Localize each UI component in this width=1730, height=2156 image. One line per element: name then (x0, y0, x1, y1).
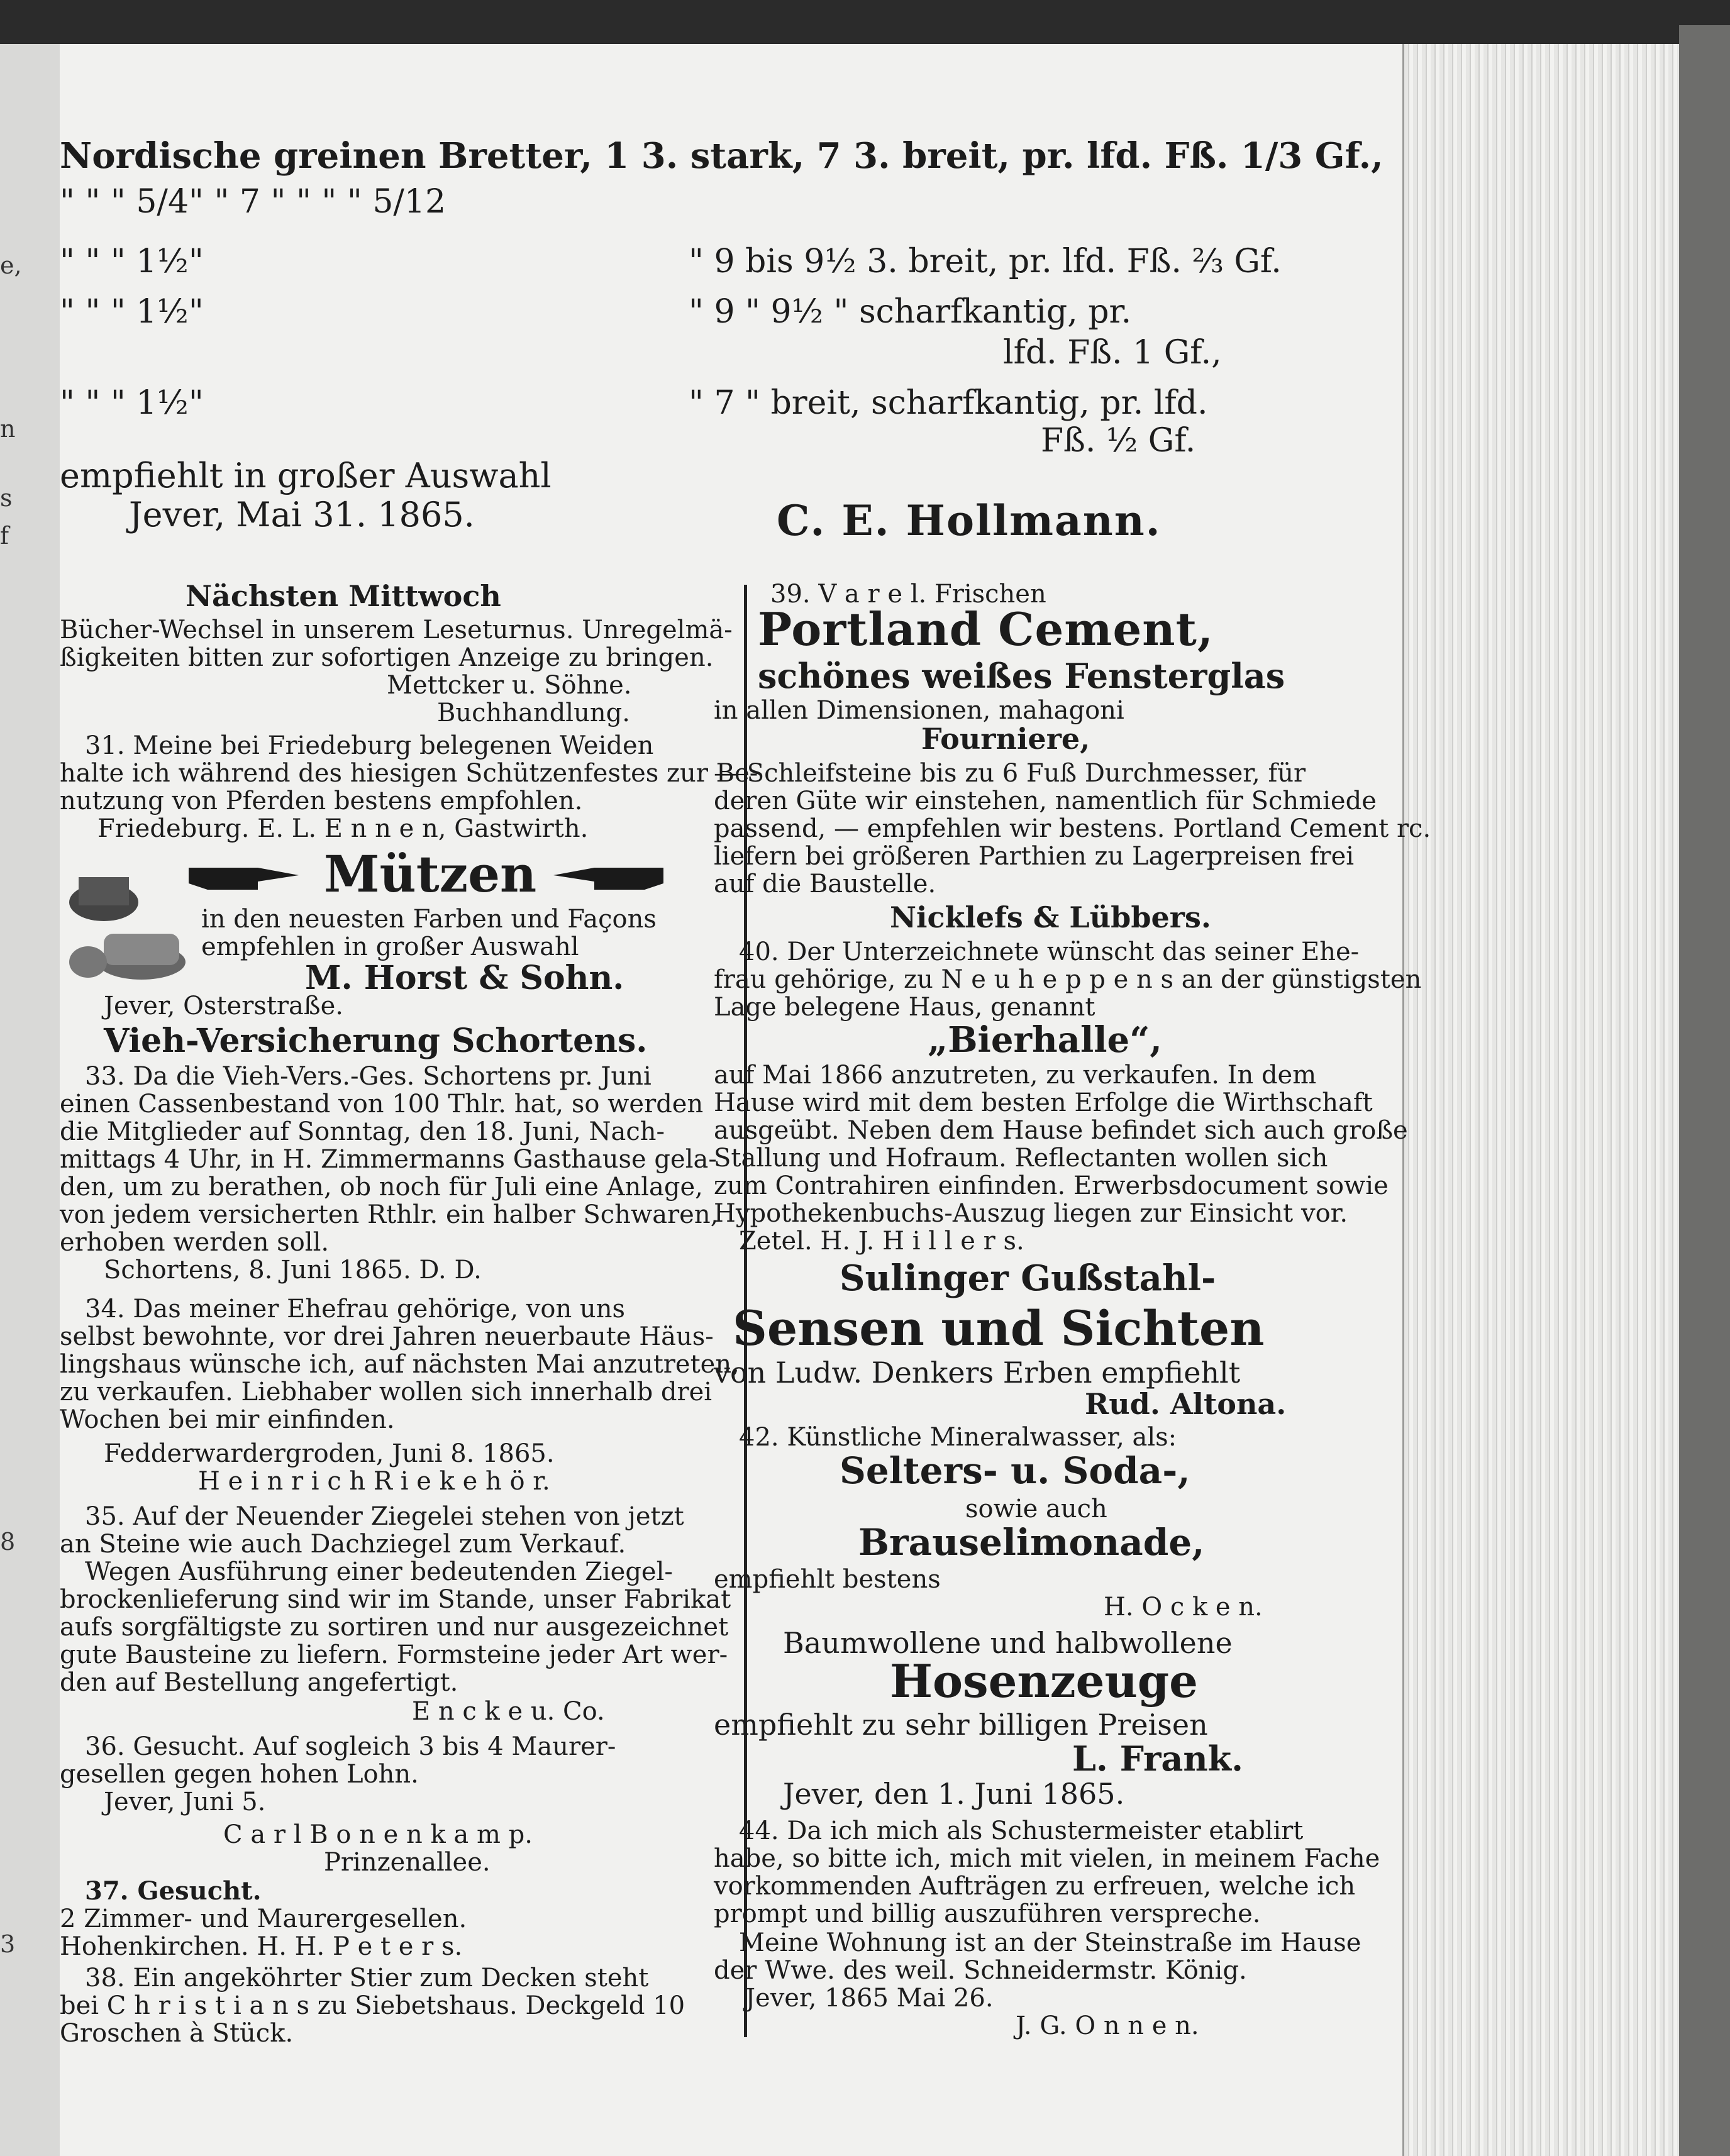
ad34-line-5: Wochen bei mir einfinden. (60, 1405, 395, 1434)
header-row-2-mid: " " 7 " " " " (189, 183, 373, 221)
ad36-place: Jever, Juni 5. (104, 1788, 266, 1816)
margin-fragment: n (0, 415, 16, 443)
sensen-headline: Sensen und Sichten (733, 1300, 1265, 1356)
baumwolle-line: Baumwollene und halbwollene (783, 1626, 1233, 1660)
ad31-signature: Friedeburg. E. L. E n n e n, Gastwirth. (97, 814, 589, 843)
ad34-place: Fedderwardergroden, Juni 8. 1865. (104, 1439, 555, 1468)
ad39-signature: Nicklefs & Lübbers. (890, 900, 1211, 934)
ad44-place: Jever, 1865 Mai 26. (745, 1984, 994, 2013)
ad40-line-5: Hause wird mit dem besten Erfolge die Wirthschaft (714, 1088, 1373, 1117)
ad35-line-4: brockenlieferung sind wir im Stande, unser Fabrikat (60, 1585, 731, 1614)
ad34-line-4: zu verkaufen. Liebhaber wollen sich innerhalb drei (60, 1378, 713, 1407)
ad35-line-6: gute Bausteine zu liefern. Formsteine jeder Art wer- (60, 1640, 728, 1669)
ad38-line-2: bei C h r i s t i a n s zu Siebetshaus. Deckgeld 10 (60, 1991, 685, 2020)
muetzen-signature: M. Horst & Sohn. (305, 959, 624, 997)
margin-fragment: f (0, 522, 9, 550)
ad36-line-2: gesellen gegen hohen Lohn. (60, 1760, 419, 1789)
header-row-1-fraction: 1/3 (1240, 135, 1303, 177)
ad44-signature: J. G. O n n e n. (1016, 2011, 1199, 2040)
header-row-1-text: Nordische greinen Bretter, 1 3. stark, 7 3. breit, pr. lfd. Fß. (60, 135, 1241, 177)
header-row-3-right: " 9 bis 9½ 3. breit, pr. lfd. Fß. ⅔ Gf. (689, 243, 1282, 280)
book-cover-edge (1679, 25, 1730, 2156)
ad39-line-2: — Schleifsteine bis zu 6 Fuß Durchmesser, für (714, 759, 1306, 788)
ad36-signature-2: Prinzenallee. (324, 1848, 491, 1877)
fensterglas-headline: schönes weißes Fensterglas (758, 656, 1285, 696)
ad44-line-1: 44. Da ich mich als Schustermeister etablirt (739, 1816, 1304, 1845)
book-page-edges (1402, 44, 1681, 2156)
header-row-1 (60, 135, 1383, 177)
sulinger-signature: Rud. Altona. (1085, 1387, 1287, 1421)
header-row-6: empfiehlt in großer Auswahl (60, 456, 552, 495)
pointing-hand-left-icon (550, 855, 663, 899)
ad35-line-1: 35. Auf der Neuender Ziegelei stehen von jetzt (85, 1502, 684, 1531)
ad39-line-1: in allen Dimensionen, mahagoni (714, 696, 1124, 725)
ad40-signature: Zetel. H. J. H i l l e r s. (739, 1227, 1024, 1256)
header-row-5-right: " 7 " breit, scharfkantig, pr. lfd. (689, 384, 1208, 422)
hosen-place: Jever, den 1. Juni 1865. (783, 1777, 1125, 1811)
header-row-5-left: " " " 1½" (60, 384, 204, 422)
ad33-line-2: einen Cassenbestand von 100 Thlr. hat, so werden (60, 1090, 704, 1119)
ad33-line-6: von jedem versicherten Rthlr. ein halber Schwaren, (60, 1200, 719, 1229)
ad44-line-2: habe, so bitte ich, mich mit vielen, in meinem Fache (714, 1844, 1380, 1873)
margin-fragment: e, (0, 252, 22, 279)
ad34-signature: H e i n r i c h R i e k e h ö r. (198, 1467, 550, 1496)
ad40-line-1: 40. Der Unterzeichnete wünscht das seiner Ehe- (739, 937, 1360, 966)
sulinger-line-1: von Ludw. Denkers Erben empfiehlt (714, 1356, 1241, 1390)
ad39-line-6: auf die Baustelle. (714, 870, 936, 898)
ad44-line-4: prompt und billig auszuführen verspreche. (714, 1899, 1261, 1928)
naechsten-title: Nächsten Mittwoch (186, 579, 501, 613)
header-row-2-left: " " " (60, 183, 136, 221)
header-row-3-left: " " " 1½" (60, 243, 204, 280)
ad35-signature: E n c k e u. Co. (412, 1697, 605, 1726)
ad33-line-3: die Mitglieder auf Sonntag, den 18. Juni, Nach- (60, 1117, 665, 1146)
selters-headline: Selters- u. Soda-, (840, 1449, 1190, 1492)
ad33-signature: Schortens, 8. Juni 1865. D. D. (104, 1256, 482, 1285)
ad35-line-7: den auf Bestellung angefertigt. (60, 1668, 458, 1697)
hosenzeuge-headline: Hosenzeuge (890, 1654, 1198, 1708)
ad31-line-2: halte ich während des hiesigen Schützenfestes zur Be- (60, 759, 758, 788)
newspaper-sheet (60, 44, 1431, 2156)
facing-page-edge (0, 44, 62, 2156)
ad44-line-5: Meine Wohnung ist an der Steinstraße im Hause (739, 1928, 1361, 1957)
ad33-line-1: 33. Da die Vieh-Vers.-Ges. Schortens pr. Juni (85, 1062, 652, 1091)
ad44-line-3: vorkommenden Aufträgen zu erfreuen, welche ich (714, 1872, 1356, 1901)
naechsten-signature-2: Buchhandlung. (437, 699, 630, 727)
ad37-heading: 37. Gesucht. (85, 1876, 262, 1906)
ad40-line-7: Stallung und Hofraum. Reflectanten wollen sich (714, 1144, 1328, 1173)
ad36-signature: C a r l B o n e n k a m p. (223, 1820, 533, 1849)
muetzen-title: Mützen (324, 844, 537, 904)
ad44-line-6: der Wwe. des weil. Schneidermstr. König. (714, 1956, 1247, 1985)
ad39-line-5: liefern bei größeren Parthien zu Lagerpreisen frei (714, 842, 1355, 871)
header-row-2 (60, 183, 446, 221)
header-row-2-fraction2: 5/12 (372, 183, 446, 221)
ad40-line-2: frau gehörige, zu N e u h e p p e n s an der günstigsten (714, 965, 1422, 994)
hosen-line-1: empfiehlt zu sehr billigen Preisen (714, 1708, 1208, 1742)
muetzen-line-1: in den neuesten Farben und Façons (201, 905, 657, 934)
portland-cement-headline: Portland Cement, (758, 602, 1214, 656)
ad42-sowie: sowie auch (965, 1495, 1107, 1523)
vieh-title: Vieh-Versicherung Schortens. (104, 1022, 648, 1060)
margin-fragment: 3 (0, 1930, 16, 1958)
ad35-line-5: aufs sorgfältigste zu sortiren und nur ausgezeichnet (60, 1613, 729, 1642)
ad34-line-1: 34. Das meiner Ehefrau gehörige, von uns (85, 1295, 625, 1324)
ad39-heading: 39. V a r e l. Frischen (770, 580, 1046, 609)
header-row-5b-right: Fß. ½ Gf. (1041, 422, 1196, 460)
ad39-line-3: deren Güte wir einstehen, namentlich für Schmiede (714, 787, 1377, 815)
ad31-line-3: nutzung von Pferden bestens empfohlen. (60, 787, 583, 815)
ad42-line-2: empfiehlt bestens (714, 1565, 941, 1594)
ad34-line-2: selbst bewohnte, vor drei Jahren neuerbaute Häus- (60, 1322, 714, 1351)
ad38-line-3: Groschen à Stück. (60, 2019, 294, 2048)
ad37-line-1: 2 Zimmer- und Maurergesellen. (60, 1904, 467, 1933)
ad34-line-3: lingshaus wünsche ich, auf nächsten Mai anzutreten, (60, 1350, 740, 1379)
ad31-line-1: 31. Meine bei Friedeburg belegenen Weiden (85, 731, 654, 760)
header-row-2-fraction: 5/4 (136, 183, 189, 221)
ad42-signature: H. O c k e n. (1104, 1593, 1263, 1622)
ad40-line-8: zum Contrahiren einfinden. Erwerbsdocument sowie (714, 1171, 1389, 1200)
margin-fragment: 8 (0, 1528, 16, 1556)
ad42-line-1: 42. Künstliche Mineralwasser, als: (739, 1423, 1177, 1452)
ad35-line-2: an Steine wie auch Dachziegel zum Verkauf. (60, 1530, 626, 1559)
naechsten-line-1: Bücher-Wechsel in unserem Lesеturnus. Unregelmä- (60, 616, 733, 644)
ad36-line-1: 36. Gesucht. Auf sogleich 3 bis 4 Maurer- (85, 1732, 616, 1761)
header-row-4-right: " 9 " 9½ " scharfkantig, pr. (689, 293, 1132, 331)
header-signature: C. E. Hollmann. (777, 496, 1162, 545)
ad35-line-3: Wegen Ausführung einer bedeutenden Ziegel- (85, 1557, 673, 1586)
ad40-line-9: Hypothekenbuchs-Auszug liegen zur Einsicht vor. (714, 1199, 1348, 1228)
sulinger-headline: Sulinger Gußstahl- (840, 1258, 1216, 1299)
header-row-7: Jever, Mai 31. 1865. (129, 495, 475, 534)
ad40-line-3: Lage belegene Haus, genannt (714, 993, 1095, 1022)
fourniere-headline: Fourniere, (921, 722, 1090, 756)
header-row-4b-right: lfd. Fß. 1 Gf., (1003, 334, 1222, 372)
margin-fragment: s (0, 484, 13, 512)
hosen-signature: L. Frank. (1072, 1739, 1243, 1779)
caps-illustration (60, 852, 198, 990)
pointing-hand-right-icon (189, 855, 302, 899)
ad38-line-1: 38. Ein angeköhrter Stier zum Decken steht (85, 1964, 649, 1993)
brauselimonade-headline: Brauselimonade, (858, 1521, 1205, 1564)
header-row-1-end: Gf., (1302, 135, 1383, 177)
naechsten-signature: Mettcker u. Söhne. (387, 671, 632, 700)
muetzen-place: Jever, Osterstraße. (104, 992, 343, 1020)
ad33-line-5: den, um zu berathen, ob noch für Juli eine Anlage, (60, 1173, 703, 1202)
ad33-line-7: erhoben werden soll. (60, 1228, 330, 1257)
ad37-signature: Hohenkirchen. H. H. P e t e r s. (60, 1932, 463, 1961)
ad40-line-4: auf Mai 1866 anzutreten, zu verkaufen. In dem (714, 1061, 1317, 1090)
muetzen-line-2: empfehlen in großer Auswahl (201, 932, 579, 961)
naechsten-line-2: ßigkeiten bitten zur sofortigen Anzeige zu bringen. (60, 643, 714, 672)
ad33-line-4: mittags 4 Uhr, in H. Zimmermanns Gasthause gela- (60, 1145, 717, 1174)
header-row-4-left: " " " 1½" (60, 293, 204, 331)
bierhalle-headline: „Bierhalle“, (928, 1019, 1162, 1061)
ad40-line-6: ausgeübt. Neben dem Hause befindet sich auch große (714, 1116, 1408, 1145)
ad39-line-4: passend, — empfehlen wir bestens. Portland Cement rc. (714, 814, 1431, 843)
